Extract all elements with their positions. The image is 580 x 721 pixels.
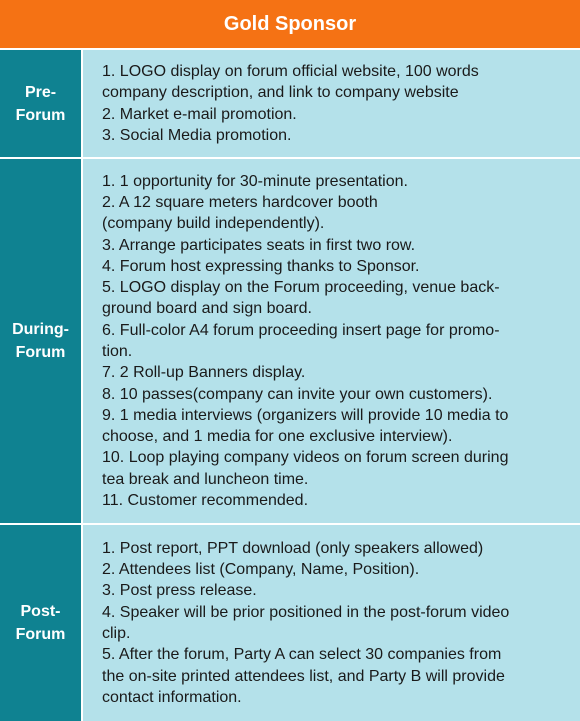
- row-label-pre-forum: [0, 50, 81, 157]
- content-line: 1. LOGO display on forum official website, 100 words: [102, 62, 479, 80]
- content-line: choose, and 1 media for one exclusive interview).: [102, 428, 453, 446]
- content-line: 2. Attendees list (Company, Name, Position).: [102, 561, 420, 579]
- content-line: 11. Customer recommended.: [102, 492, 309, 510]
- content-line: 7. 2 Roll-up Banners display.: [102, 364, 306, 382]
- content-line: 2. A 12 square meters hardcover booth: [102, 193, 378, 211]
- content-line: 2. Market e-mail promotion.: [102, 105, 297, 123]
- row-label-post-forum: [0, 525, 81, 721]
- content-line: company description, and link to company website: [102, 84, 459, 102]
- content-line: 9. 1 media interviews (organizers will provide 10 media to: [102, 406, 509, 424]
- content-line: 3. Post press release.: [102, 582, 257, 600]
- content-line: clip.: [102, 625, 131, 642]
- content-line: tion.: [102, 343, 133, 360]
- content-line: 8. 10 passes(company can invite your own customers).: [102, 385, 493, 403]
- content-line: 4. Speaker will be prior positioned in the post-forum video: [102, 603, 510, 621]
- content-line: ground board and sign board.: [102, 300, 312, 318]
- content-line: 5. After the forum, Party A can select 30 companies from: [102, 646, 502, 664]
- content-line: 3. Social Media promotion.: [102, 126, 292, 144]
- row-label-line: Post-: [20, 603, 61, 620]
- row-during-forum: [0, 159, 580, 523]
- content-line: 6. Full-color A4 forum proceeding insert page for promo-: [102, 321, 500, 339]
- row-label-line: Forum: [15, 106, 66, 124]
- row-label-line: During-: [12, 321, 69, 338]
- row-label-line: Pre-: [24, 83, 57, 101]
- content-line: 4. Forum host expressing thanks to Sponsor.: [102, 257, 420, 275]
- content-line: 3. Arrange participates seats in first two row.: [102, 236, 416, 254]
- row-label-line: Forum: [15, 344, 66, 361]
- content-line: tea break and luncheon time.: [102, 470, 309, 488]
- row-content-post-forum: [83, 525, 580, 721]
- table-header: [0, 0, 580, 48]
- row-post-forum: [0, 525, 580, 721]
- row-content-during-forum: [83, 159, 580, 523]
- content-line: 5. LOGO display on the Forum proceeding, venue back-: [102, 279, 500, 297]
- row-label-line: Forum: [15, 626, 66, 643]
- table-title: Gold Sponsor: [223, 12, 357, 35]
- content-line: the on-site printed attendees list, and Party B will provide: [102, 667, 505, 685]
- content-line: 10. Loop playing company videos on forum screen during: [102, 449, 509, 467]
- content-line: 1. 1 opportunity for 30-minute presentation.: [102, 172, 408, 190]
- content-line: contact information.: [102, 688, 242, 706]
- content-line: (company build independently).: [102, 215, 325, 233]
- row-pre-forum: [0, 50, 580, 157]
- row-label-during-forum: [0, 159, 81, 523]
- row-content-pre-forum: [83, 50, 580, 157]
- content-line: 1. Post report, PPT download (only speakers allowed): [102, 539, 484, 557]
